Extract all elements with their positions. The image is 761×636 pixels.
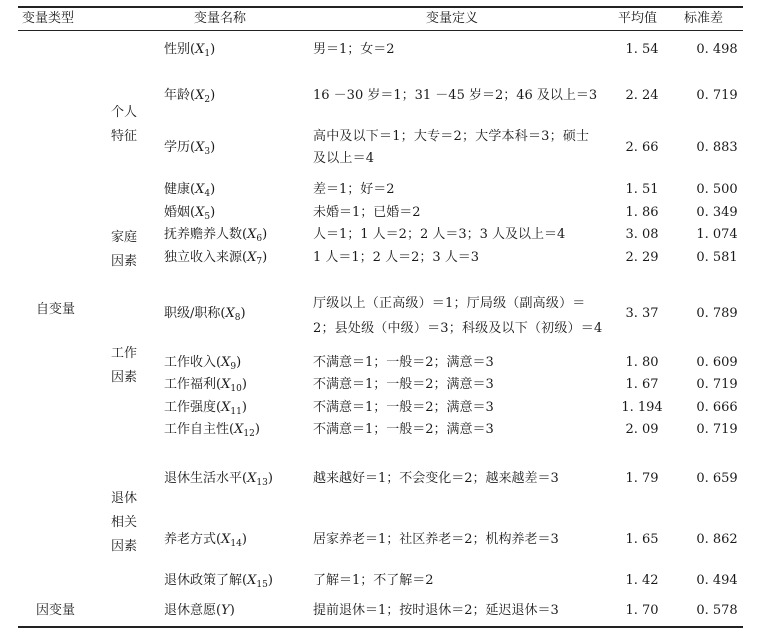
row-definition: 差＝1；好＝2 — [313, 182, 395, 197]
row-name: 工作自主性$(X_{12})$ — [164, 422, 260, 439]
row-sd: 0. 349 — [696, 205, 738, 220]
row-sd: 0. 494 — [696, 573, 738, 588]
row-name: 养老方式$(X_{14})$ — [164, 532, 247, 549]
header-sd: 标准差 — [684, 11, 724, 26]
category-dependent: 因变量 — [36, 603, 76, 618]
row-mean: 3. 08 — [625, 227, 659, 242]
header-rule — [18, 30, 743, 31]
row-name: 性别$(X_1)$ — [164, 42, 216, 59]
row-mean: 2. 24 — [625, 88, 659, 103]
row-sd: 0. 719 — [696, 422, 738, 437]
row-definition: 不满意＝1；一般＝2；满意＝3 — [313, 422, 494, 437]
bottom-rule — [18, 626, 743, 628]
row-name: 职级/职称$(X_8)$ — [164, 306, 246, 323]
header-type: 变量类型 — [22, 11, 75, 26]
row-mean: 1. 67 — [625, 377, 659, 392]
row-sd: 0. 500 — [696, 182, 738, 197]
row-name: 年龄$(X_2)$ — [164, 88, 216, 105]
row-mean: 1. 194 — [621, 400, 663, 415]
row-definition: 提前退休＝1；按时退休＝2；延迟退休＝3 — [313, 603, 559, 618]
row-mean: 2. 09 — [625, 422, 659, 437]
row-mean: 1. 54 — [625, 42, 659, 57]
row-mean: 1. 86 — [625, 205, 659, 220]
row-definition: 16 －30 岁＝1；31 －45 岁＝2；46 及以上＝3 — [313, 88, 598, 103]
row-definition: 居家养老＝1；社区养老＝2；机构养老＝3 — [313, 532, 559, 547]
row-mean: 1. 80 — [625, 355, 659, 370]
row-definition: 未婚＝1；已婚＝2 — [313, 205, 421, 220]
row-sd: 0. 719 — [696, 88, 738, 103]
row-mean: 1. 70 — [625, 603, 659, 618]
row-definition: 不满意＝1；一般＝2；满意＝3 — [313, 400, 494, 415]
header-definition: 变量定义 — [426, 11, 479, 26]
row-mean: 1. 51 — [625, 182, 659, 197]
header-name: 变量名称 — [194, 11, 247, 26]
row-sd: 0. 498 — [696, 42, 738, 57]
row-name: 工作强度$(X_{11})$ — [164, 400, 247, 417]
row-mean: 1. 79 — [625, 471, 659, 486]
row-definition: 男＝1；女＝2 — [313, 42, 395, 57]
row-name: 退休政策了解$(X_{15})$ — [164, 573, 273, 590]
row-name: 工作福利$(X_{10})$ — [164, 377, 247, 394]
row-mean: 3. 37 — [625, 306, 659, 321]
row-definition: 不满意＝1；一般＝2；满意＝3 — [313, 355, 494, 370]
row-sd: 0. 581 — [696, 250, 738, 265]
row-name: 抚养赡养人数$(X_6)$ — [164, 227, 268, 244]
row-name: 婚姻$(X_5)$ — [164, 205, 216, 222]
row-name: 健康$(X_4)$ — [164, 182, 216, 199]
row-sd: 0. 789 — [696, 306, 738, 321]
row-definition: 了解＝1；不了解＝2 — [313, 573, 434, 588]
row-definition: 不满意＝1；一般＝2；满意＝3 — [313, 377, 494, 392]
row-mean: 2. 29 — [625, 250, 659, 265]
row-sd: 0. 659 — [696, 471, 738, 486]
row-name: 独立收入来源$(X_7)$ — [164, 250, 268, 267]
group-retirement: 退休相关因素 — [110, 491, 137, 554]
row-definition: 厅级以上（正高级）＝1；厅局级（副高级）＝2；县处级（中级）＝3；科级及以下（初级）＝4 — [313, 296, 603, 336]
row-sd: 0. 883 — [696, 140, 738, 155]
row-definition: 高中及以下＝1；大专＝2；大学本科＝3；硕士及以上＝4 — [313, 129, 590, 166]
group-personal: 个人特征 — [110, 105, 137, 144]
group-family: 家庭因素 — [110, 230, 137, 269]
row-mean: 1. 42 — [625, 573, 659, 588]
row-sd: 1. 074 — [696, 227, 738, 242]
row-name: 退休意愿(Y) — [164, 603, 235, 618]
group-work: 工作因素 — [110, 346, 137, 385]
top-rule — [18, 6, 743, 8]
row-name: 工作收入$(X_9)$ — [164, 355, 242, 372]
row-mean: 2. 66 — [625, 140, 659, 155]
row-sd: 0. 719 — [696, 377, 738, 392]
header-mean: 平均值 — [618, 11, 658, 26]
row-name: 学历$(X_3)$ — [164, 140, 216, 157]
row-name: 退休生活水平$(X_{13})$ — [164, 471, 273, 488]
row-definition: 1 人＝1；2 人＝2；3 人＝3 — [313, 250, 480, 265]
category-independent: 自变量 — [36, 302, 76, 317]
row-sd: 0. 578 — [696, 603, 738, 618]
row-definition: 越来越好＝1；不会变化＝2；越来越差＝3 — [313, 471, 559, 486]
row-definition: 人＝1；1 人＝2；2 人＝3；3 人及以上＝4 — [313, 227, 566, 242]
row-mean: 1. 65 — [625, 532, 659, 547]
row-sd: 0. 609 — [696, 355, 738, 370]
row-sd: 0. 862 — [696, 532, 738, 547]
row-sd: 0. 666 — [696, 400, 738, 415]
